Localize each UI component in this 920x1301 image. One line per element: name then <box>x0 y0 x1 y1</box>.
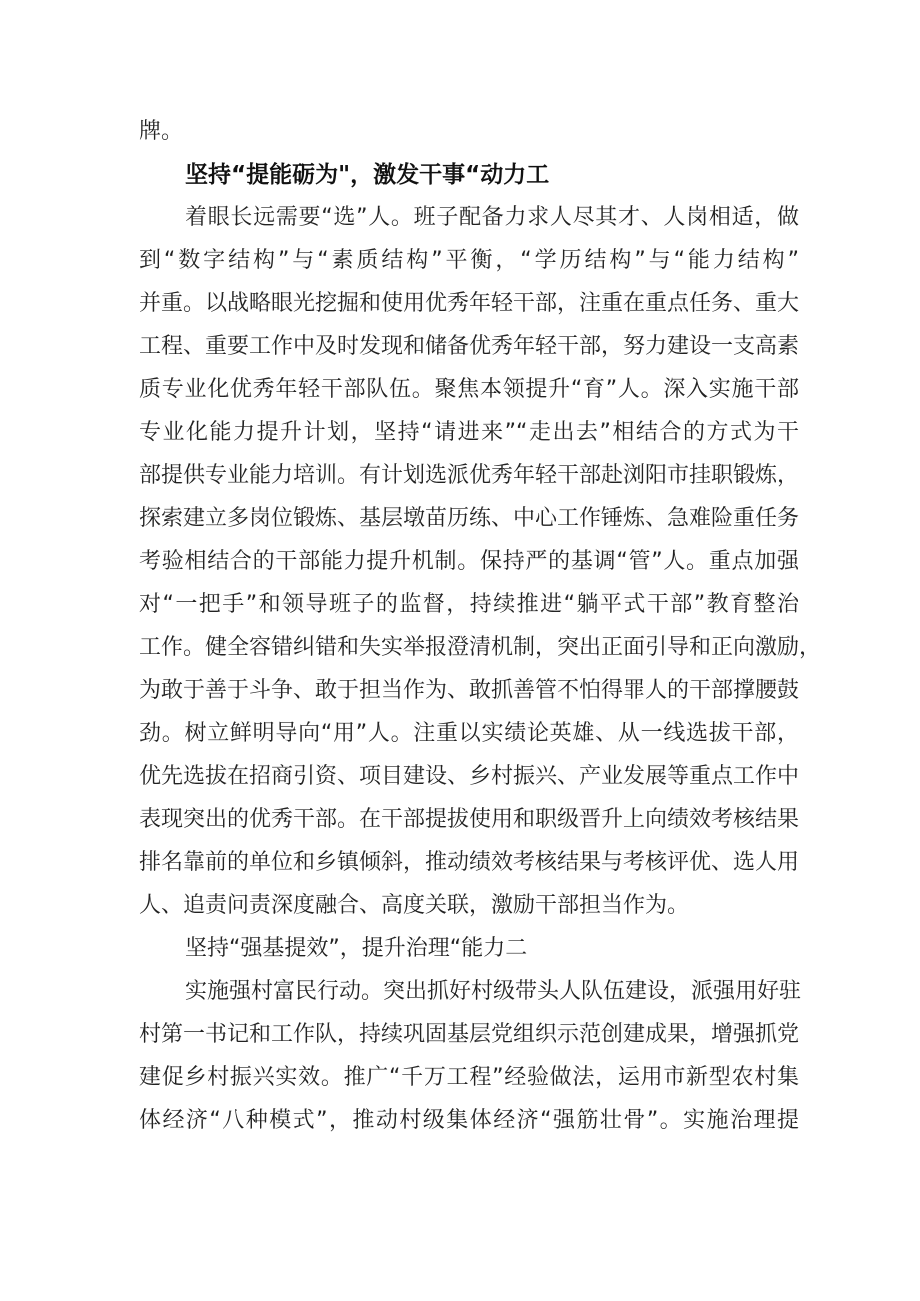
text-line: 村第一书记和工作队，持续巩固基层党组织示范创建成果，增强抓党 <box>139 1022 800 1047</box>
text-line: 专业化能力提升计划，坚持“请进来”“走出去”相结合的方式为干 <box>139 420 799 445</box>
text-line: 表现突出的优秀干部。在干部提拔使用和职级晋升上向绩效考核结果 <box>139 807 800 832</box>
section-heading: 坚持“提能砺为"，激发干事“动力工 <box>185 162 550 188</box>
section-heading: 坚持“强基提效”，提升治理“能力二 <box>185 936 528 961</box>
text-line: 为敢于善于斗争、敢于担当作为、敢抓善管不怕得罪人的干部撑腰鼓 <box>139 678 800 703</box>
text-line: 对“一把手”和领导班子的监督，持续推进“躺平式干部”教育整治 <box>139 592 799 617</box>
text-line: 考验相结合的干部能力提升机制。保持严的基调“管”人。重点加强 <box>139 549 799 574</box>
text-line: 到“数字结构”与“素质结构”平衡，“学历结构”与“能力结构” <box>139 248 799 273</box>
text-line: 部提供专业能力培训。有计划选派优秀年轻干部赴浏阳市挂职锻炼， <box>139 463 800 488</box>
text-line: 体经济“八种模式”，推动村级集体经济“强筋壮骨”。实施治理提 <box>139 1108 799 1133</box>
text-line: 人、追责问责深度融合、高度关联，激励干部担当作为。 <box>139 893 690 918</box>
text-line: 质专业化优秀年轻干部队伍。聚焦本领提升“育”人。深入实施干部 <box>139 377 799 402</box>
text-line: 劲。树立鲜明导向“用”人。注重以实绩论英雄、从一线选拔干部， <box>139 721 799 746</box>
text-line: 并重。以战略眼光挖掘和使用优秀年轻干部，注重在重点任务、重大 <box>139 291 800 316</box>
text-line: 优先选拔在招商引资、项目建设、乡村振兴、产业发展等重点工作中 <box>139 764 800 789</box>
text-line: 实施强村富民行动。突出抓好村级带头人队伍建设，派强用好驻 <box>185 979 802 1004</box>
text-line: 工作。健全容错纠错和失实举报澄清机制，突出正面引导和正向激励， <box>139 635 822 660</box>
text-line: 建促乡村振兴实效。推广“千万工程”经验做法，运用市新型农村集 <box>139 1065 799 1090</box>
text-line: 探索建立多岗位锻炼、基层墩苗历练、中心工作锤炼、急难险重任务 <box>139 506 800 531</box>
text-line: 着眼长远需要“选”人。班子配备力求人尽其才、人岗相适，做 <box>185 205 799 230</box>
text-line: 牌。 <box>139 119 184 144</box>
text-line: 工程、重要工作中及时发现和储备优秀年轻干部，努力建设一支高素 <box>139 334 800 359</box>
text-line: 排名靠前的单位和乡镇倾斜，推动绩效考核结果与考核评优、选人用 <box>139 850 800 875</box>
